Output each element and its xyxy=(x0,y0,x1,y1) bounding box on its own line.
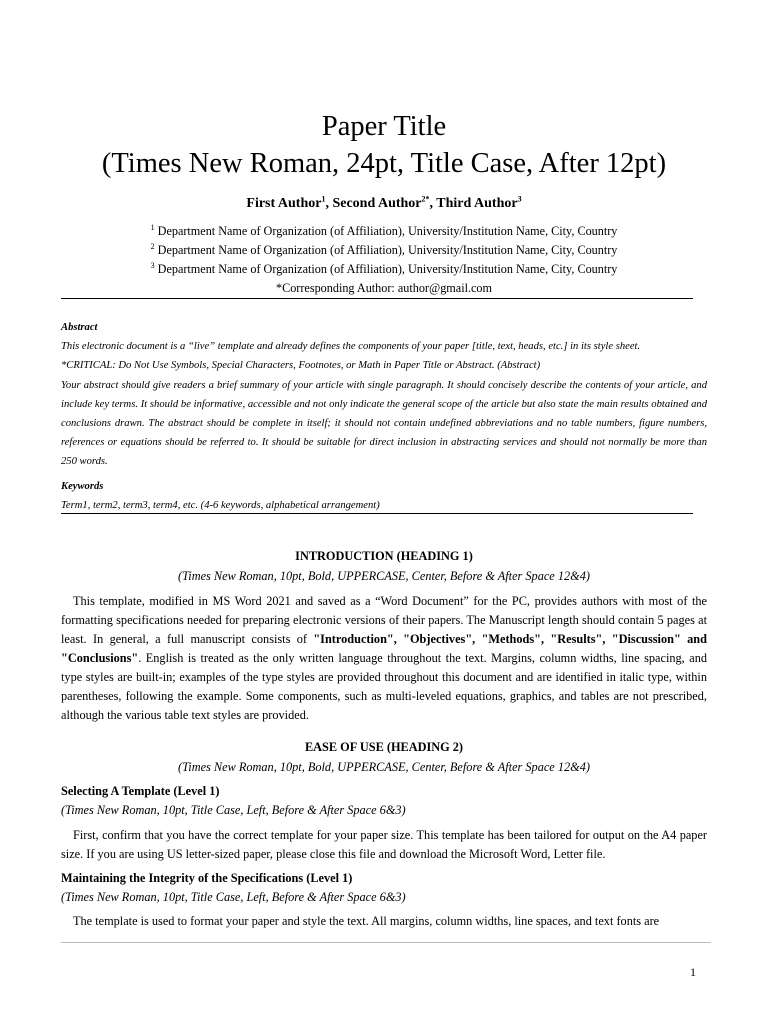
title-line-2: (Times New Roman, 24pt, Title Case, After 12pt) xyxy=(101,148,667,179)
affiliation-3 xyxy=(61,260,707,279)
affiliation-text: Department Name of Organization (of Affiliation), University/Institution Name, City, Country xyxy=(154,224,618,238)
abstract-section xyxy=(61,318,707,472)
author-2-marker: 2* xyxy=(421,194,430,204)
author-separator: , xyxy=(325,196,333,211)
subsection-heading: Maintaining the Integrity of the Specifications (Level 1) xyxy=(61,871,353,885)
affiliation-2 xyxy=(61,241,707,260)
heading-style-note: (Times New Roman, 10pt, Bold, UPPERCASE, Center, Before & After Space 12&4) xyxy=(178,569,590,583)
affiliation-marker: 1 xyxy=(150,222,155,232)
paper-title xyxy=(41,108,727,182)
author-separator: , xyxy=(429,196,437,211)
paragraph-text: This template, modified in MS Word 2021 and saved as a “Word Document” for the PC, provides authors with most of the formatting specifications needed for preparing electronic versions of their papers. The Manuscript length should contain 5 pages at least. In general, a full manuscript consists of xyxy=(61,594,707,646)
keywords-section xyxy=(61,477,707,515)
abstract-paragraph: *CRITICAL: Do Not Use Symbols, Special Characters, Footnotes, or Math in Paper Title or Abstract. (Abstract) xyxy=(61,360,541,372)
author-1: First Author xyxy=(246,196,322,211)
affiliation-marker: 2 xyxy=(150,241,155,251)
abstract-heading: Abstract xyxy=(61,322,98,333)
author-3: Third Author xyxy=(436,196,518,211)
paragraph-text: . English is treated as the only written language throughout the text. Margins, column widths, line spacing, and type styles are built-in; examples of the type styles are provided throughout this document and are identified in italic type, within parentheses, following the example. Some components, such as multi-leveled equations, graphics, and tables are not prescribed, although the various table text styles are provided. xyxy=(61,651,707,722)
section-heading: EASE OF USE (HEADING 2) xyxy=(304,740,464,754)
heading-style-note: (Times New Roman, 10pt, Bold, UPPERCASE, Center, Before & After Space 12&4) xyxy=(178,760,590,774)
page-number: 1 xyxy=(690,965,696,979)
corresponding-author: *Corresponding Author: author@gmail.com xyxy=(275,281,492,295)
paper-page xyxy=(61,0,707,1024)
affiliations xyxy=(61,222,707,298)
keywords-heading: Keywords xyxy=(61,481,104,492)
affiliation-text: Department Name of Organization (of Affiliation), University/Institution Name, City, Country xyxy=(154,262,618,276)
subheading-style-note: (Times New Roman, 10pt, Title Case, Left, Before & After Space 6&3) xyxy=(61,890,406,904)
author-2: Second Author xyxy=(332,196,422,211)
affiliation-marker: 3 xyxy=(150,260,155,270)
author-list xyxy=(61,196,707,212)
body-paragraph: The template is used to format your paper and style the text. All margins, column widths, line spaces, and text fonts are xyxy=(73,914,660,928)
title-line-1: Paper Title xyxy=(321,111,447,142)
affiliation-text: Department Name of Organization (of Affiliation), University/Institution Name, City, Country xyxy=(154,243,618,257)
affiliation-1 xyxy=(61,222,707,241)
abstract-paragraph: Your abstract should give readers a brief summary of your article with single paragraph. It should concisely describe the contents of your article, and include key terms. It should be informative, accessible and not only indicate the general scope of the article but also state the main results obtained and conclusions drawn. The abstract should be complete in itself; it should not contain undefined abbreviations and no table numbers, figure numbers, references or equations should be referred to. It should be suitable for direct inclusion in abstracting services and should not normally be more than 250 words. xyxy=(61,379,707,468)
author-3-marker: 3 xyxy=(517,194,522,204)
paragraph-bold-text: "Introduction", "Objectives", "Methods", "Results", "Discussion" and "Conclusions" xyxy=(61,632,707,665)
abstract-divider xyxy=(61,513,693,514)
author-1-marker: 1 xyxy=(321,194,326,204)
subsection-heading: Selecting A Template (Level 1) xyxy=(61,784,220,798)
page-footer-divider xyxy=(61,942,711,943)
subheading-style-note: (Times New Roman, 10pt, Title Case, Left, Before & After Space 6&3) xyxy=(61,803,406,817)
body-paragraph xyxy=(61,592,707,725)
keywords-text: Term1, term2, term3, term4, etc. (4-6 keywords, alphabetical arrangement) xyxy=(61,500,380,511)
body-paragraph: First, confirm that you have the correct template for your paper size. This template has been tailored for output on the A4 paper size. If you are using US letter-sized paper, please close this file and download the Microsoft Word, Letter file. xyxy=(61,828,707,861)
section-heading: INTRODUCTION (HEADING 1) xyxy=(295,549,473,563)
header-divider xyxy=(61,298,693,299)
abstract-paragraph: This electronic document is a “live” template and already defines the components of your paper [title, text, heads, etc.] in its style sheet. xyxy=(61,341,641,353)
